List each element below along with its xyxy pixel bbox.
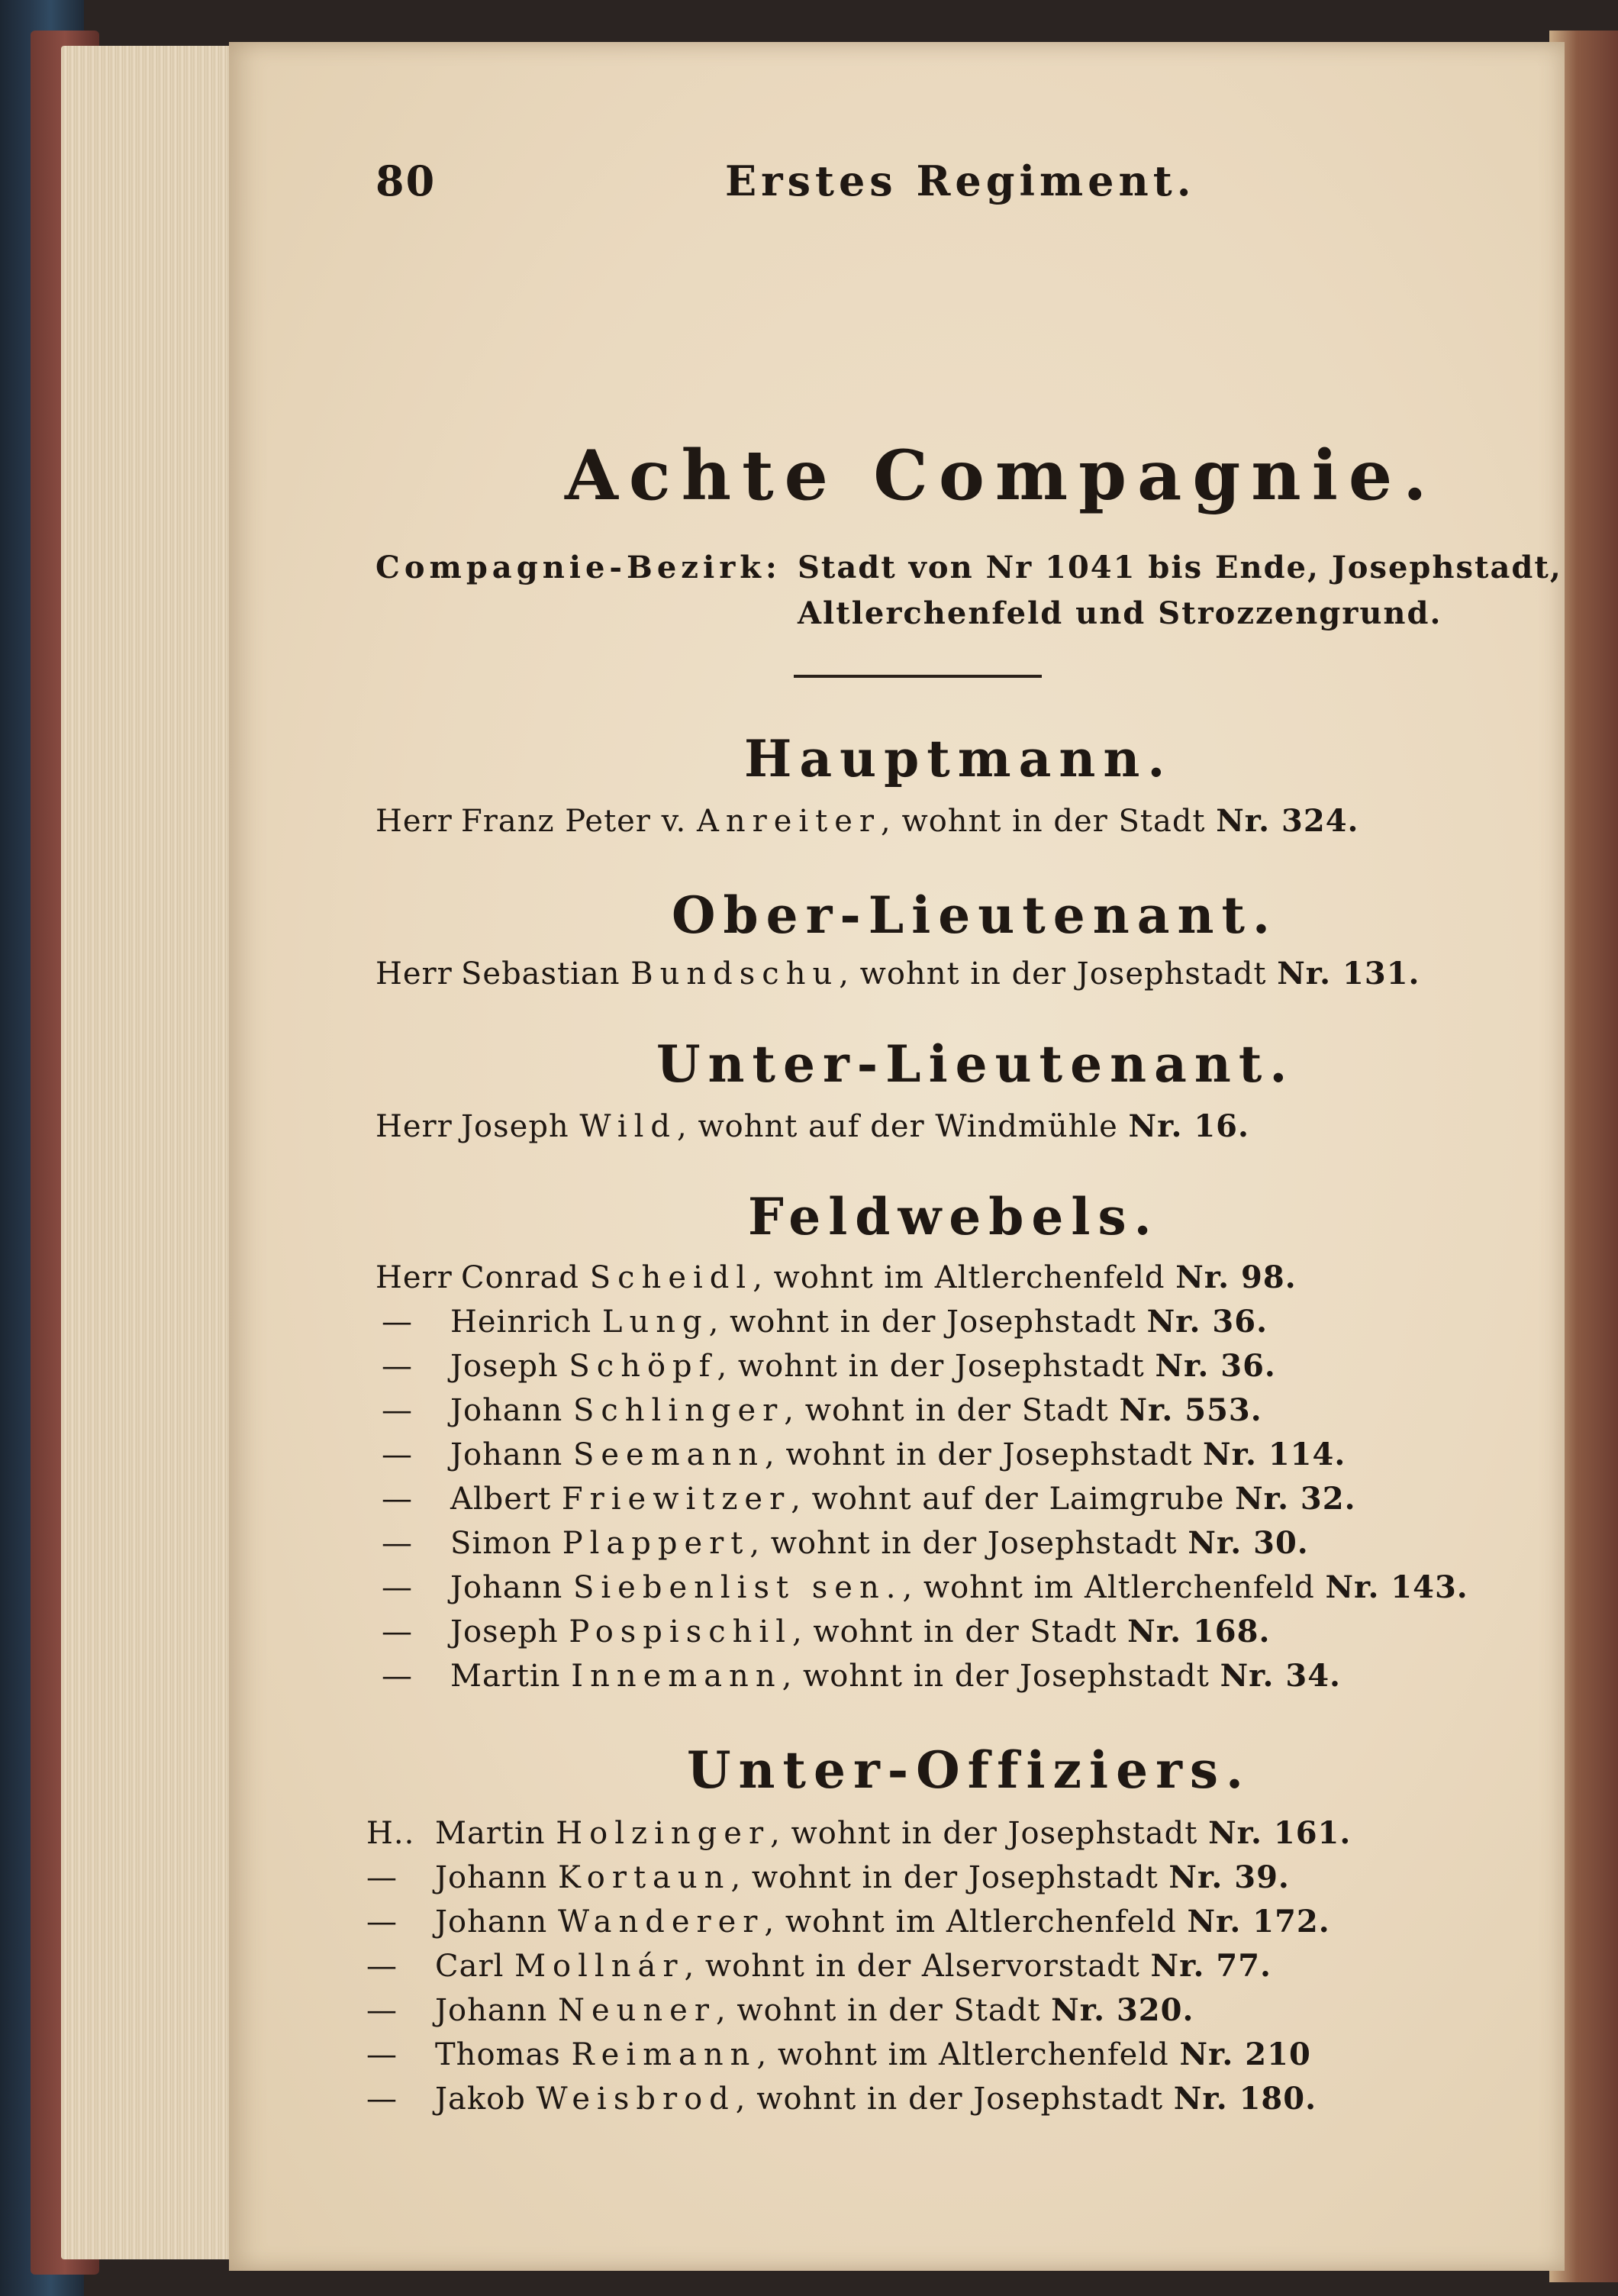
entry-house-number: Nr. 32. bbox=[1235, 1481, 1356, 1517]
entry-address: , wohnt in der Josephstadt bbox=[708, 1304, 1136, 1340]
entry-given-name: Joseph bbox=[461, 1109, 569, 1144]
entry-given-name: Sebastian bbox=[461, 956, 620, 992]
entry-given-name: Simon bbox=[450, 1526, 552, 1561]
roster-entry bbox=[382, 1481, 1356, 1517]
entry-given-name: Martin bbox=[435, 1816, 546, 1851]
entry-prefix: — bbox=[382, 1614, 413, 1649]
entry-prefix: — bbox=[382, 1349, 413, 1384]
entry-address: , wohnt in der Alservorstadt bbox=[684, 1949, 1140, 1984]
entry-surname: Schlinger bbox=[572, 1393, 785, 1428]
entry-given-name: Joseph bbox=[450, 1614, 559, 1649]
entry-prefix: — bbox=[366, 2037, 398, 2072]
entry-surname: Friewitzer bbox=[561, 1482, 791, 1517]
entry-surname: Kortaun bbox=[557, 1860, 731, 1895]
entry-surname: Mollnár bbox=[514, 1949, 685, 1984]
section-heading-unter-offiziers: Unter-Offiziers. bbox=[687, 1740, 1251, 1800]
entry-address: , wohnt in der Stadt bbox=[715, 1993, 1041, 2028]
entry-address: , wohnt im Altlerchenfeld bbox=[764, 1904, 1177, 1940]
entry-prefix: — bbox=[366, 1904, 398, 1940]
entry-prefix: — bbox=[382, 1482, 413, 1517]
entry-address: , wohnt in der Josephstadt bbox=[770, 1816, 1198, 1851]
entry-prefix: — bbox=[382, 1437, 413, 1472]
entry-given-name: Franz Peter v. bbox=[461, 804, 687, 839]
entry-surname: Seemann bbox=[572, 1437, 765, 1472]
entry-prefix: — bbox=[382, 1570, 413, 1605]
district-text-line-2: Altlerchenfeld und Strozzengrund. bbox=[798, 595, 1442, 631]
roster-entry bbox=[382, 1614, 1270, 1649]
entry-address: , wohnt im Altlerchenfeld bbox=[756, 2037, 1169, 2072]
entry-house-number: Nr. 131. bbox=[1277, 956, 1420, 992]
entry-house-number: Nr. 324. bbox=[1216, 803, 1359, 839]
entry-surname: Holzinger bbox=[556, 1816, 771, 1851]
entry-given-name: Conrad bbox=[461, 1260, 580, 1295]
entry-surname: Anreiter bbox=[696, 804, 882, 839]
roster-entry bbox=[375, 803, 1359, 839]
entry-given-name: Johann bbox=[435, 1904, 548, 1940]
entry-surname: Reimann bbox=[571, 2037, 757, 2072]
entry-given-name: Thomas bbox=[435, 2037, 561, 2072]
entry-prefix: Herr bbox=[375, 804, 453, 839]
entry-house-number: Nr. 36. bbox=[1146, 1304, 1268, 1340]
divider-rule bbox=[794, 675, 1042, 678]
entry-surname: Schöpf bbox=[569, 1349, 717, 1384]
entry-house-number: Nr. 143. bbox=[1325, 1569, 1468, 1605]
page-number: 80 bbox=[375, 156, 437, 205]
entry-surname: Lung bbox=[601, 1304, 709, 1340]
entry-prefix: — bbox=[382, 1526, 413, 1561]
entry-address: , wohnt in der Stadt bbox=[791, 1614, 1117, 1649]
roster-entry bbox=[366, 2036, 1311, 2072]
roster-entry bbox=[382, 1525, 1309, 1561]
entry-prefix: — bbox=[366, 2082, 398, 2117]
roster-entry bbox=[382, 1658, 1341, 1694]
entry-surname: Wild bbox=[579, 1109, 678, 1144]
roster-entry bbox=[366, 1992, 1194, 2028]
page-stack bbox=[61, 46, 237, 2259]
entry-house-number: Nr. 168. bbox=[1127, 1614, 1271, 1649]
entry-address: , wohnt in der Josephstadt bbox=[749, 1526, 1178, 1561]
entry-address: , wohnt auf der Windmühle bbox=[677, 1109, 1118, 1144]
entry-given-name: Johann bbox=[450, 1570, 563, 1605]
company-title: Achte Compagnie. bbox=[565, 435, 1438, 516]
entry-prefix: Herr bbox=[375, 956, 453, 992]
entry-given-name: Albert bbox=[450, 1482, 552, 1517]
entry-given-name: Joseph bbox=[450, 1349, 559, 1384]
entry-house-number: Nr. 39. bbox=[1168, 1859, 1290, 1895]
roster-entry bbox=[382, 1392, 1262, 1428]
entry-address: , wohnt in der Josephstadt bbox=[765, 1437, 1193, 1472]
entry-house-number: Nr. 320. bbox=[1051, 1992, 1194, 2028]
roster-entry bbox=[382, 1348, 1276, 1384]
entry-address: , wohnt in der Josephstadt bbox=[730, 1860, 1159, 1895]
entry-address: , wohnt in der Stadt bbox=[784, 1393, 1109, 1428]
roster-entry bbox=[375, 1259, 1297, 1295]
entry-prefix: — bbox=[366, 1993, 398, 2028]
entry-prefix: — bbox=[382, 1304, 413, 1340]
entry-address: , wohnt im Altlerchenfeld bbox=[753, 1260, 1165, 1295]
roster-entry bbox=[382, 1304, 1268, 1340]
entry-given-name: Martin bbox=[450, 1659, 561, 1694]
entry-address: , wohnt in der Josephstadt bbox=[735, 2082, 1164, 2117]
entry-address: , wohnt in der Josephstadt bbox=[717, 1349, 1145, 1384]
entry-house-number: Nr. 34. bbox=[1220, 1658, 1341, 1694]
entry-surname: Plappert bbox=[562, 1526, 750, 1561]
entry-prefix: — bbox=[382, 1659, 413, 1694]
entry-surname: Pospischil bbox=[569, 1614, 792, 1649]
entry-given-name: Johann bbox=[435, 1993, 548, 2028]
section-heading-unter-lieutenant: Unter-Lieutenant. bbox=[656, 1034, 1295, 1094]
entry-surname: Siebenlist sen. bbox=[572, 1570, 903, 1605]
entry-address: , wohnt im Altlerchenfeld bbox=[902, 1570, 1315, 1605]
roster-entry bbox=[366, 1815, 1351, 1851]
entry-address: , wohnt in der Josephstadt bbox=[782, 1659, 1210, 1694]
entry-surname: Bundschu bbox=[630, 956, 840, 992]
entry-house-number: Nr. 30. bbox=[1188, 1525, 1309, 1561]
entry-house-number: Nr. 172. bbox=[1187, 1904, 1330, 1940]
entry-prefix: — bbox=[366, 1860, 398, 1895]
entry-prefix: — bbox=[366, 1949, 398, 1984]
roster-entry bbox=[375, 956, 1420, 992]
section-heading-feldwebels: Feldwebels. bbox=[748, 1187, 1159, 1246]
entry-given-name: Carl bbox=[435, 1949, 504, 1984]
entry-surname: Wanderer bbox=[557, 1904, 765, 1940]
entry-house-number: Nr. 553. bbox=[1119, 1392, 1262, 1428]
roster-entry bbox=[366, 2081, 1317, 2117]
entry-house-number: Nr. 77. bbox=[1150, 1948, 1272, 1984]
entry-given-name: Heinrich bbox=[450, 1304, 592, 1340]
entry-prefix: Herr bbox=[375, 1109, 453, 1144]
roster-entry bbox=[375, 1108, 1249, 1144]
entry-prefix: H.. bbox=[366, 1816, 415, 1851]
roster-entry bbox=[366, 1859, 1290, 1895]
roster-entry bbox=[366, 1948, 1272, 1984]
entry-house-number: Nr. 180. bbox=[1173, 2081, 1317, 2117]
running-head: Erstes Regiment. bbox=[725, 156, 1196, 205]
entry-given-name: Johann bbox=[450, 1437, 563, 1472]
entry-house-number: Nr. 114. bbox=[1203, 1437, 1346, 1472]
entry-surname: Innemann bbox=[571, 1659, 782, 1694]
entry-address: , wohnt in der Josephstadt bbox=[839, 956, 1267, 992]
entry-surname: Weisbrod bbox=[536, 2082, 736, 2117]
entry-address: , wohnt auf der Laimgrube bbox=[791, 1482, 1225, 1517]
district-text-line-1: Stadt von Nr 1041 bis Ende, Josephstadt, bbox=[798, 550, 1562, 585]
entry-prefix: — bbox=[382, 1393, 413, 1428]
entry-surname: Neuner bbox=[557, 1993, 716, 2028]
entry-house-number: Nr. 16. bbox=[1128, 1108, 1249, 1144]
entry-given-name: Jakob bbox=[435, 2082, 526, 2117]
roster-entry bbox=[382, 1569, 1468, 1605]
section-heading-ober-lieutenant: Ober-Lieutenant. bbox=[672, 885, 1278, 945]
entry-surname: Scheidl bbox=[589, 1260, 753, 1295]
entry-house-number: Nr. 161. bbox=[1208, 1815, 1352, 1851]
entry-address: , wohnt in der Stadt bbox=[881, 804, 1206, 839]
section-heading-hauptmann: Hauptmann. bbox=[744, 729, 1173, 788]
entry-prefix: Herr bbox=[375, 1260, 453, 1295]
entry-given-name: Johann bbox=[435, 1860, 548, 1895]
entry-given-name: Johann bbox=[450, 1393, 563, 1428]
entry-house-number: Nr. 36. bbox=[1155, 1348, 1276, 1384]
roster-entry bbox=[366, 1904, 1330, 1940]
entry-house-number: Nr. 210 bbox=[1179, 2036, 1311, 2072]
entry-house-number: Nr. 98. bbox=[1175, 1259, 1297, 1295]
district-label: Compagnie-Bezirk: bbox=[375, 550, 782, 585]
roster-entry bbox=[382, 1437, 1346, 1472]
